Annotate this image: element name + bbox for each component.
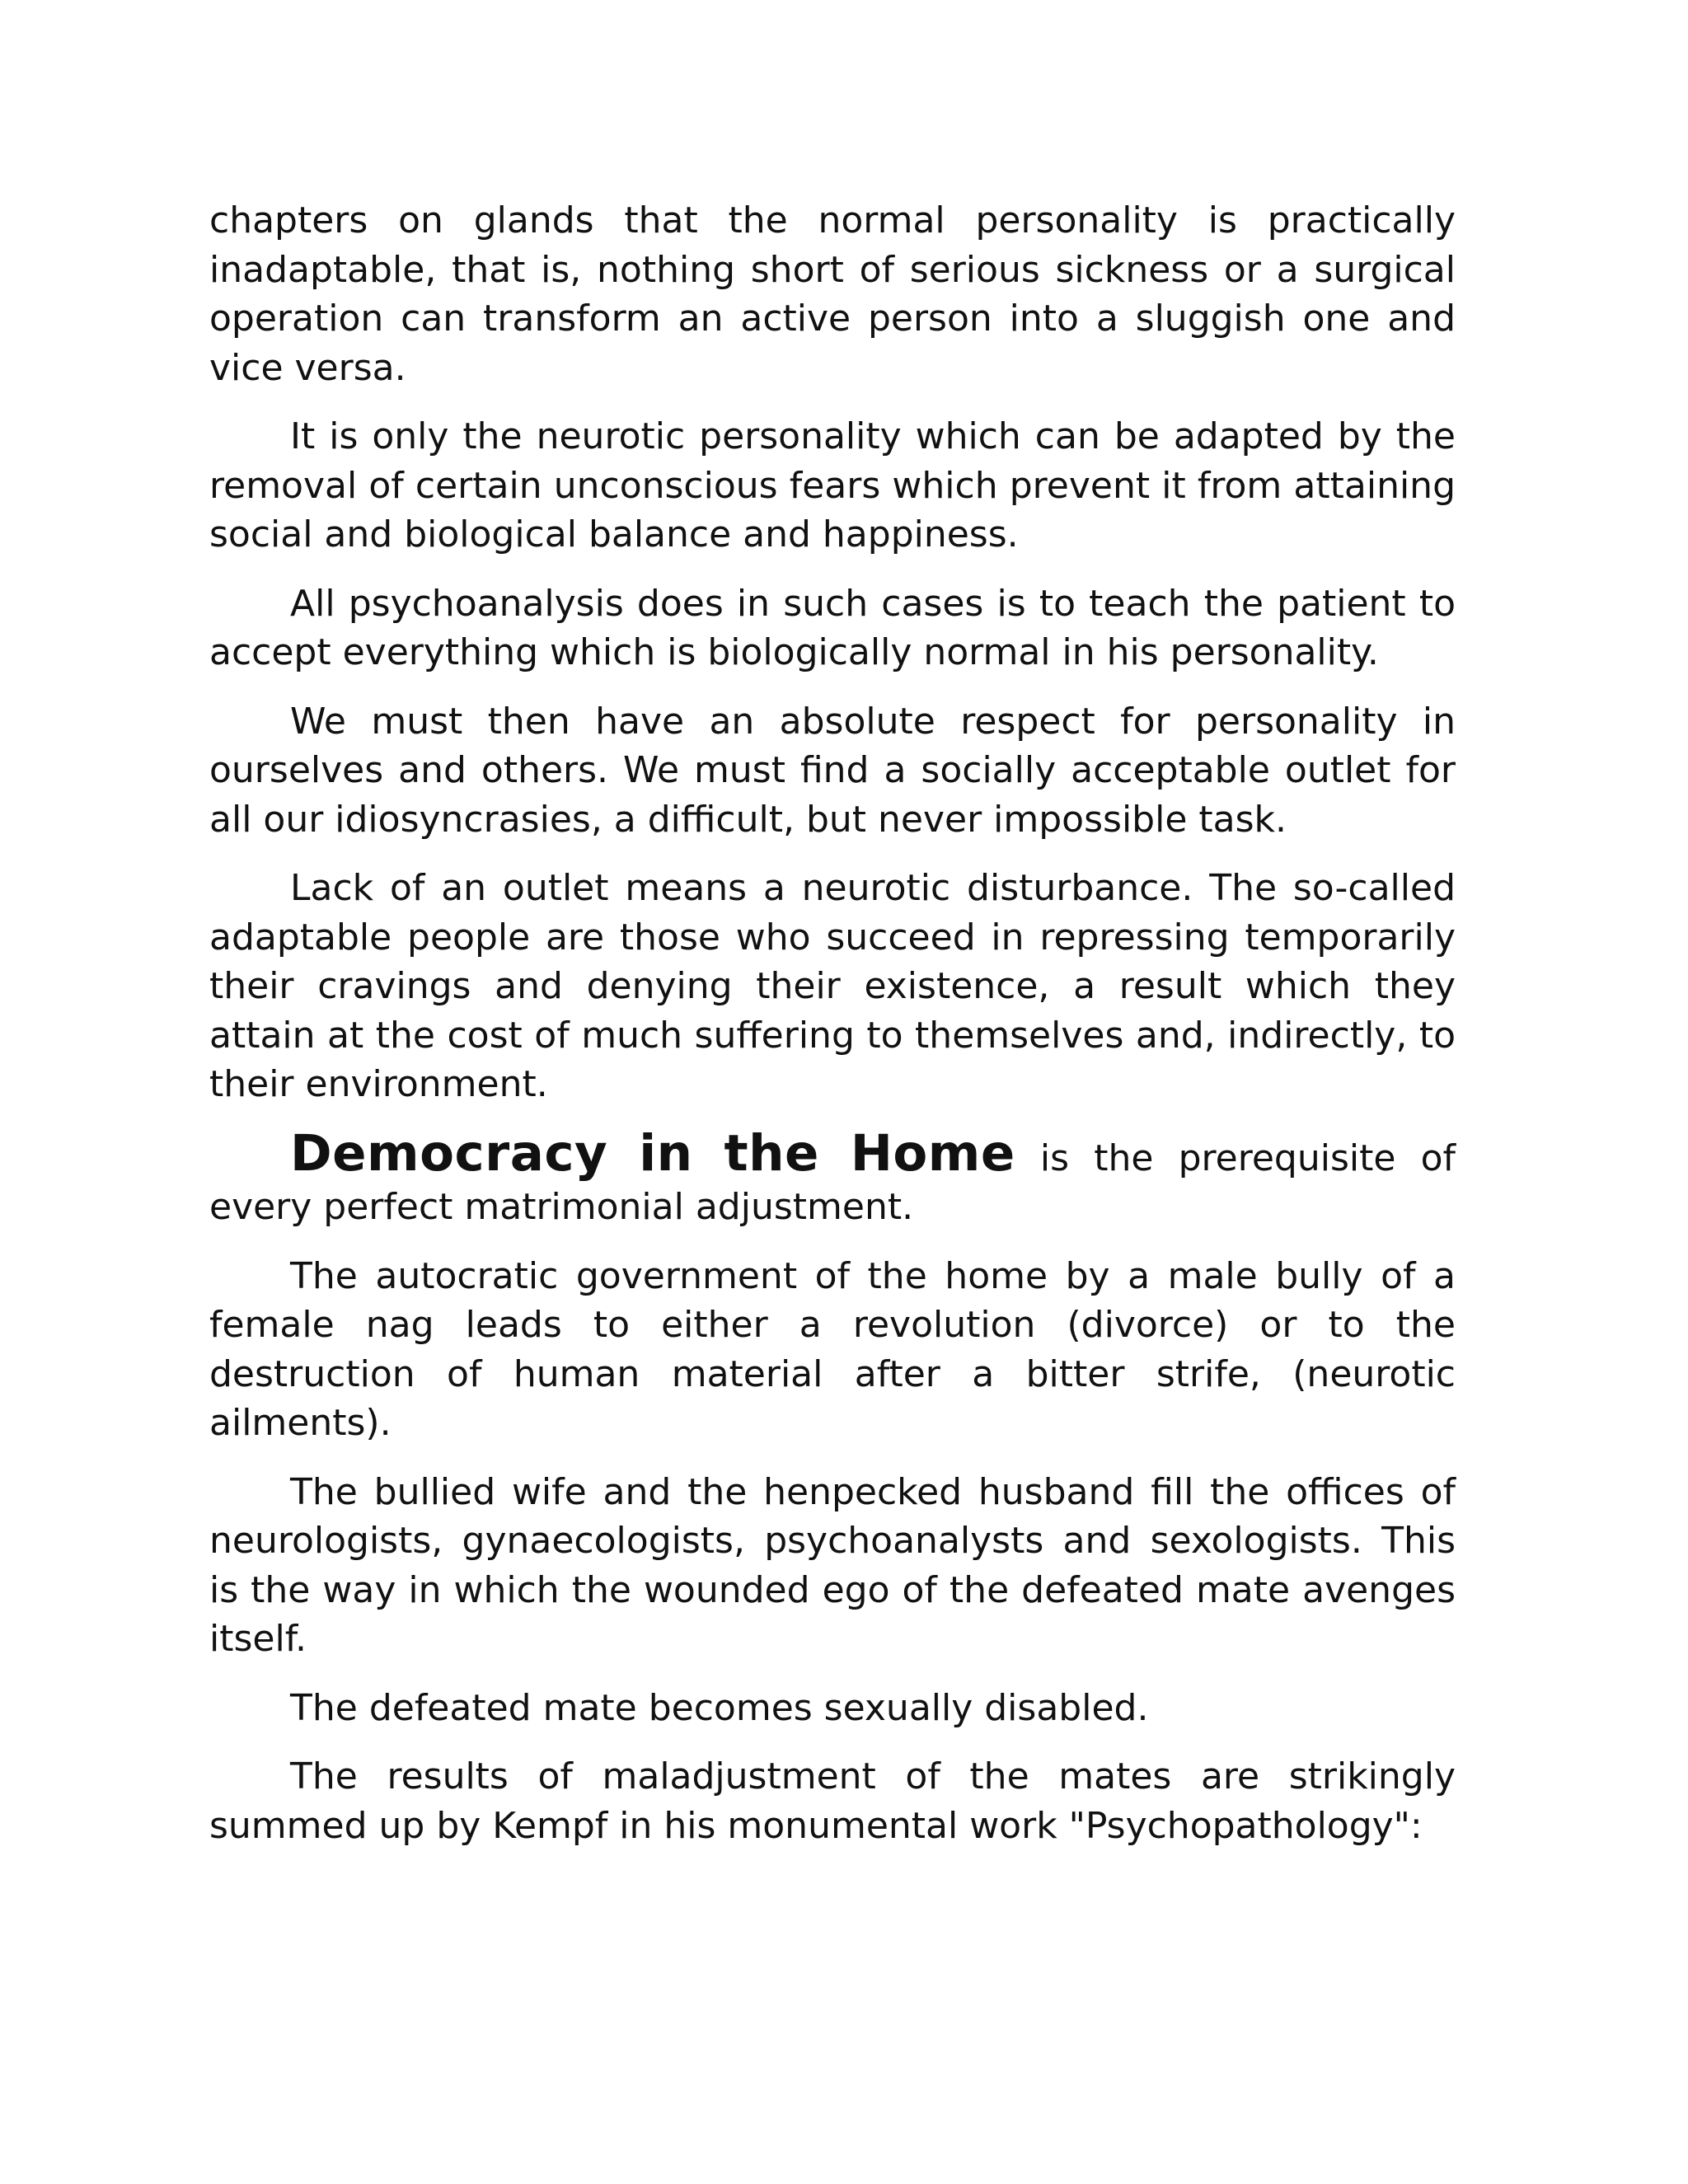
paragraph-respect-personality: We must then have an absolute respect for personality in ourselves and others. We must find a socially acceptable outlet for all our idiosyncrasies, a difficult, but never impossible task. <box>209 700 1456 841</box>
paragraph-glands-continuation: chapters on glands that the normal personality is practically inadaptable, that is, nothing short of serious sickness or a surgical operation can transform an active person into a sluggish one and vice versa. <box>209 199 1456 389</box>
paragraph-defeated-mate: The defeated mate becomes sexually disabled. <box>290 1686 1149 1729</box>
paragraph-democracy-section <box>209 1123 1456 1232</box>
paragraph-bullied-wife: The bullied wife and the henpecked husband fill the offices of neurologists, gynaecologists, psychoanalysts and sexologists. This is the way in which the wounded ego of the defeated mate avenges itself. <box>209 1470 1456 1660</box>
document-page <box>209 196 1456 1870</box>
paragraph-kempf-quote-intro: The results of maladjustment of the mates are strikingly summed up by Kempf in his monumental work "Psychopathology": <box>209 1755 1456 1847</box>
paragraph-neurotic-personality: It is only the neurotic personality which can be adapted by the removal of certain unconscious fears which prevent it from attaining social and biological balance and happiness. <box>209 415 1456 555</box>
paragraph-psychoanalysis: All psychoanalysis does in such cases is to teach the patient to accept everything which is biologically normal in his personality. <box>209 582 1456 673</box>
section-heading: Democracy in the Home <box>290 1123 1015 1183</box>
section-lead-text: is the prerequisite of every perfect matrimonial adjustment. <box>209 1137 1456 1228</box>
paragraph-lack-of-outlet: Lack of an outlet means a neurotic disturbance. The so-called adaptable people are those who succeed in repressing temporarily their cravings and denying their existence, a result which they attain at the cost of much suffering to themselves and, indirectly, to their environment. <box>209 867 1456 1105</box>
paragraph-autocratic-government: The autocratic government of the home by a male bully of a female nag leads to either a revolution (divorce) or to the destruction of human material after a bitter strife, (neurotic ailments). <box>209 1254 1456 1444</box>
